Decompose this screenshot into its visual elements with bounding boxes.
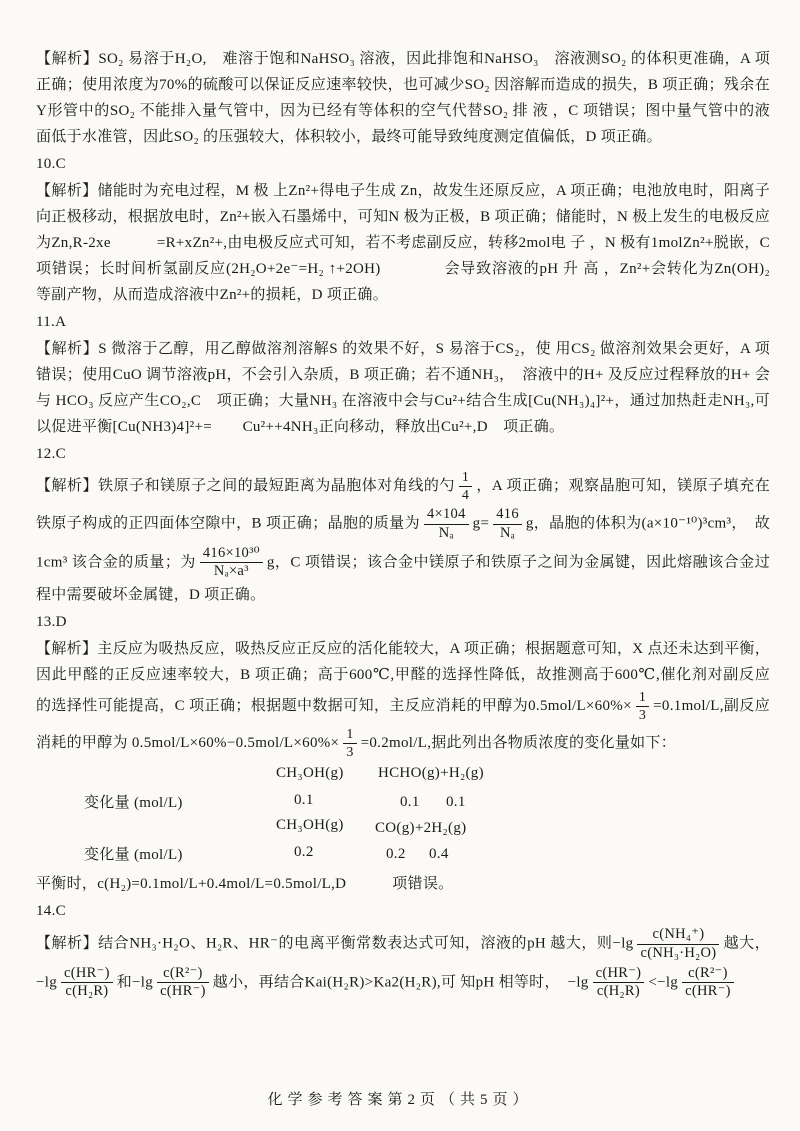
analysis-q14-text-6: −lg <box>567 974 589 991</box>
fraction-one-third <box>636 690 649 723</box>
analysis-q14-text-5: 越小，再结合Kai(H₂R)>Ka2(H₂R),可 知pH 相等时， <box>212 974 568 991</box>
fraction-hr-ratio <box>61 966 113 1000</box>
table-value: 0.2 <box>294 844 314 861</box>
fraction-numerator: 416 <box>493 507 522 525</box>
analysis-q12-text-4: g，晶胞的体积为(a×10⁻¹⁰)³cm³， 故 1cm³ <box>36 515 786 571</box>
fraction-numerator: 416×10³⁰ <box>200 546 263 564</box>
fraction-416 <box>493 507 522 541</box>
table-value: 0.1 <box>446 794 466 811</box>
analysis-q12 <box>36 468 786 608</box>
fraction-denominator: c(HR⁻) <box>685 983 731 1000</box>
analysis-q13-text-1: 【解析】主反应为吸热反应，吸热反应正反应的活化能较大，A 项正确；根据题意可知，X 点还未达到平衡，因此甲醛的正反应速率较大，B 项正确；高于600℃,甲醛的选择性降低，故推测高于600℃,催化剂对副反应 的选择性可能提高，C 项正确；根据题中数据可知，主反应消耗的甲醇为0.5mol/L×60%× <box>36 640 770 714</box>
fraction-denominator: c(HR⁻) <box>160 983 206 1000</box>
analysis-q14 <box>36 925 770 1002</box>
analysis-q14-text-7: <−lg <box>648 974 679 991</box>
table-reactant-1: CH₃OH(g) <box>276 765 344 782</box>
answer-q13: 13.D <box>36 613 67 630</box>
analysis-q14-text-1: 【解析】结合NH₃·H₂O、H₂R、HR⁻的电离平衡常数表达式可知，溶液的pH 越大，则−lg <box>36 935 634 952</box>
footer-page-number: 化学参考答案第2页（共5页） <box>267 1092 533 1108</box>
fraction-one-quarter <box>459 470 472 503</box>
fraction-numerator: c(HR⁻) <box>61 966 113 984</box>
analysis-q12-text-6: g，C 项错误；该合金中镁原子和铁原子之间为金属键，因此熔融该合金过程中需要破坏金属键，D 项正确。 <box>36 554 770 603</box>
fraction-nh4-ratio <box>637 927 719 961</box>
analysis-q13 <box>36 636 770 762</box>
table-row-label: 变化量 (mol/L) <box>84 847 183 864</box>
fraction-numerator: c(R²⁻) <box>157 966 209 984</box>
analysis-q12-text-2: ，A 项正确；观察晶胞可知，镁原子填充在铁原子构成的正四面体空隙中，B 项正确；晶胞的质量为 <box>36 478 770 532</box>
fraction-cell-mass <box>424 507 469 541</box>
table-value: 0.2 <box>386 846 406 863</box>
fraction-r-ratio <box>157 966 209 1000</box>
fraction-denominator: c(H₂R) <box>596 983 640 1000</box>
table-reactant-2: CH₃OH(g) <box>276 817 344 834</box>
answer-q10: 10.C <box>36 156 66 172</box>
analysis-q13-text-2: =0.1mol/L,副反应 消耗的甲醇为 0.5mol/L×60%−0.5mol/L×60%× <box>36 697 771 752</box>
table-row-label: 变化量 (mol/L) <box>84 795 183 812</box>
table-value: 0.1 <box>400 794 420 811</box>
fraction-numerator: c(R²⁻) <box>682 966 734 984</box>
analysis-q14-text-3: −lg <box>36 974 58 991</box>
fraction-denominator: Nₐ×a³ <box>213 563 249 580</box>
fraction-denominator: Nₐ <box>500 524 516 541</box>
analysis-q12-text-3: g= <box>472 515 490 532</box>
fraction-r-ratio <box>682 966 734 1000</box>
fraction-numerator: c(NH₄⁺) <box>637 927 719 945</box>
fraction-alloy-mass <box>200 546 263 580</box>
analysis-q10: 【解析】储能时为充电过程，M 极 上Zn²+得电子生成 Zn，故发生还原反应，A 项正确；电池放电时，阳离子向正极移动，根据放电时，Zn²+嵌入石墨烯中，可知N 极为正极，B 项正确；储能时，N 极上发生的电极反应为Zn,R-2xe =R+xZn²+,由电极反应式可知，若不考虑副反应，转移2mol电 子 ，N 极有1molZn²+脱嵌，C 项错误；长时间析氢副反应(2H₂O+2e⁻=H₂ ↑+2OH) 会导致溶液的pH 升 高 ，Zn²+会转化为Zn(OH)₂ 等副产物，从而造成溶液中Zn²+的损耗，D 项正确。 <box>36 183 770 303</box>
fraction-numerator: 1 <box>459 470 472 487</box>
analysis-q14-text-2: 越大， <box>723 935 770 952</box>
analysis-q12-text-1: 【解析】铁原子和镁原子之间的最短距离为晶胞体对角线的勺 <box>36 478 455 495</box>
fraction-denominator: 3 <box>346 745 354 761</box>
fraction-hr-ratio <box>593 966 645 1000</box>
table-value: 0.1 <box>294 792 314 809</box>
fraction-one-third <box>343 727 356 760</box>
analysis-q12-text-5: 该合金的质量；为 <box>71 554 196 571</box>
fraction-denominator: c(H₂R) <box>65 983 109 1000</box>
change-table <box>36 765 770 871</box>
table-value: 0.4 <box>429 846 449 863</box>
fraction-numerator: 4×104 <box>424 507 469 525</box>
fraction-numerator: 1 <box>343 727 356 744</box>
analysis-q14-text-4: 和−lg <box>116 974 154 991</box>
fraction-denominator: 4 <box>461 488 470 504</box>
fraction-numerator: c(HR⁻) <box>593 966 645 984</box>
fraction-numerator: 1 <box>636 690 649 707</box>
fraction-denominator: c(NH₃·H₂O) <box>640 944 717 961</box>
answer-q11: 11.A <box>36 314 67 330</box>
fraction-denominator: Nₐ <box>438 524 454 541</box>
analysis-q13-text-3: =0.2mol/L,据此列出各物质浓度的变化量如下： <box>360 735 677 752</box>
analysis-q13-equilibrium: 平衡时，c(H₂)=0.1mol/L+0.4mol/L=0.5mol/L,D 项错误。 <box>36 876 454 893</box>
analysis-q11: 【解析】S 微溶于乙醇，用乙醇做溶剂溶解S 的效果不好，S 易溶于CS₂，使 用CS₂ 做溶剂效果会更好，A 项错误；使用CuO 调节溶液pH，不会引入杂质，B 项正确；若不通NH₃， 溶液中的H+ 及反应过程释放的H+ 会与 HCO₃ 反应产生CO₂,C 项正确；大量NH₃ 在溶液中会与Cu²+结合生成[Cu(NH₃)₄]²+，通过加热赶走NH₃,可 以促进平衡[Cu(NH3)4]²+= Cu²++4NH₃正向移动，释放出Cu²+,D 项正确。 <box>36 341 770 435</box>
answer-q14: 14.C <box>36 903 66 920</box>
answer-q12: 12.C <box>36 446 66 462</box>
table-products-1: HCHO(g)+H₂(g) <box>378 765 484 782</box>
fraction-denominator: 3 <box>638 707 647 723</box>
table-products-2: CO(g)+2H₂(g) <box>375 820 467 837</box>
analysis-q9: 【解析】SO₂ 易溶于H₂O, 难溶于饱和NaHSO₃ 溶液，因此排饱和NaHSO₃ 溶液测SO₂ 的体积更准确，A 项正确；使用浓度为70%的硫酸可以保证反应速率较快，也可减少SO₂ 因溶解而造成的损失，B 项正确；残余在Y形管中的SO₂ 不能排入量气管中，因为已经有等体积的空气代替SO₂ 排 液 ，C 项错误；图中量气管中的液面低于水准管，因此SO₂ 的压强较大，体积较小，最终可能导致纯度测定值偏低，D 项正确。 <box>36 51 770 145</box>
